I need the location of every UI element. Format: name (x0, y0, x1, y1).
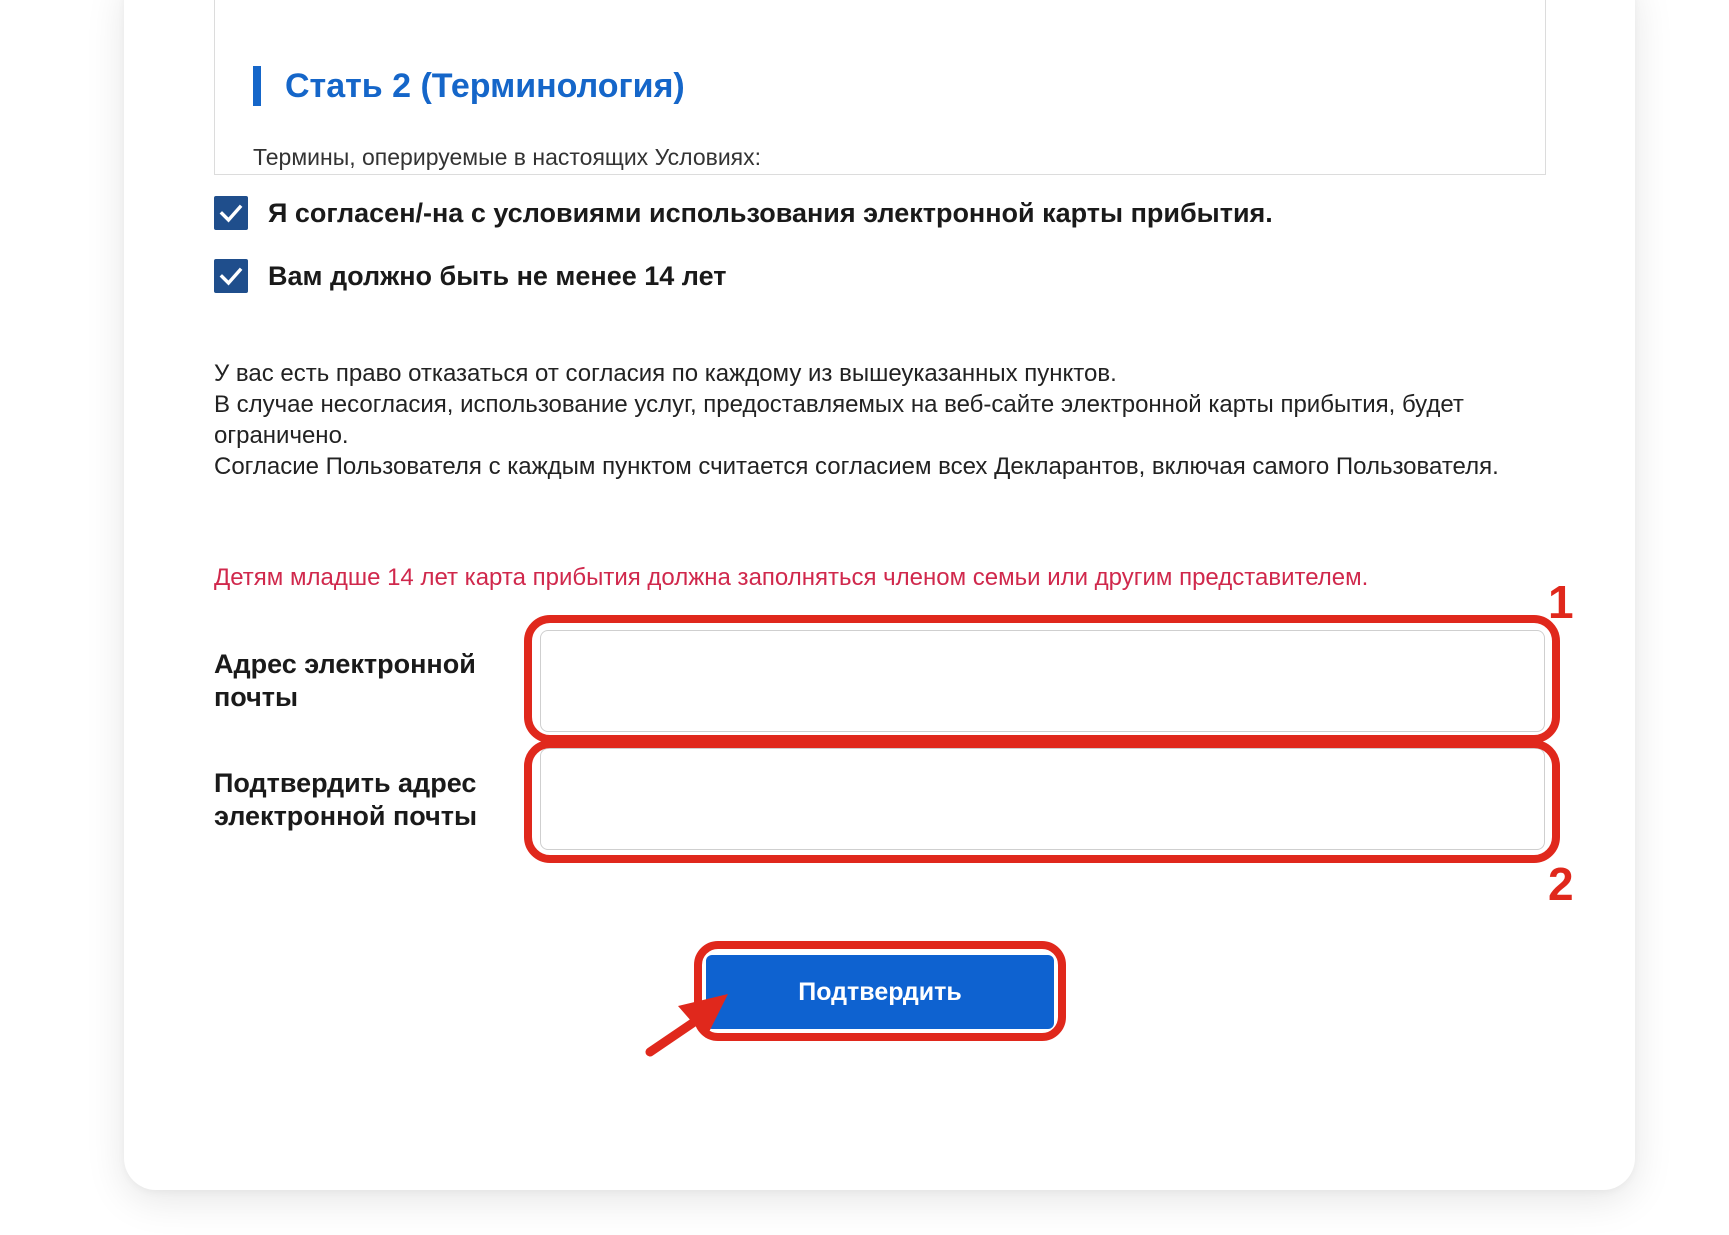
checkmark-icon (219, 201, 243, 225)
consent-terms-label[interactable]: Я согласен/-на с условиями использования электронной карты прибытия. (268, 197, 1273, 228)
consent-terms-row[interactable] (214, 195, 1273, 231)
confirm-email-input[interactable] (540, 748, 1545, 850)
consent-age-row[interactable] (214, 258, 726, 294)
info-line-3: Согласие Пользователя с каждым пунктом считается согласием всех Декларантов, включая самого Пользователя. (214, 453, 1499, 480)
consent-info-text (214, 358, 1514, 482)
checkmark-icon (219, 264, 243, 288)
email-label: Адрес электронной почты (214, 649, 476, 712)
terms-intro: Термины, оперируемые в настоящих Условиях: (253, 144, 762, 170)
annotation-marker-1: 1 (1548, 576, 1574, 628)
email-input[interactable] (540, 630, 1545, 732)
article-title: Стать 2 (Терминология) (253, 66, 685, 106)
consent-age-checkbox[interactable] (214, 259, 248, 293)
age-warning: Детям младше 14 лет карта прибытия должна заполняться членом семьи или другим представителем. (214, 564, 1369, 591)
terms-scroll-box[interactable] (214, 0, 1546, 175)
consent-age-label[interactable]: Вам должно быть не менее 14 лет (268, 260, 727, 291)
confirm-email-label: Подтвердить адрес электронной почты (214, 768, 478, 831)
info-line-2: В случае несогласия, использование услуг, предоставляемых на веб-сайте электронной карты прибытия, будет ограничено. (214, 391, 1464, 449)
annotation-marker-2: 2 (1548, 858, 1574, 910)
info-line-1: У вас есть право отказаться от согласия по каждому из вышеуказанных пунктов. (214, 360, 1117, 387)
consent-terms-checkbox[interactable] (214, 196, 248, 230)
confirm-button[interactable]: Подтвердить (706, 955, 1054, 1029)
